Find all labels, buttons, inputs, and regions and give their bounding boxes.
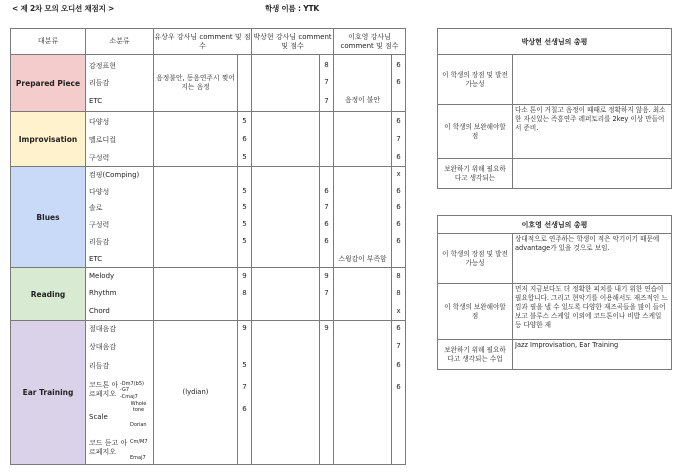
subcategory-cell bbox=[86, 321, 154, 465]
weakness-label: 이 학생의 보완해야할 점 bbox=[438, 105, 513, 159]
score: 8 bbox=[396, 272, 401, 280]
score: 7 bbox=[396, 342, 401, 350]
needs-label: 보완하기 위해 필요하다고 생각되는 수업 bbox=[438, 340, 513, 370]
sub-item: 코드 듣고 아르페지오 bbox=[89, 439, 128, 457]
sub-item: 상대음감 bbox=[89, 343, 117, 351]
teacher-2-scores bbox=[320, 112, 334, 167]
score: 7 bbox=[324, 289, 329, 297]
teacher-1-comment bbox=[154, 112, 238, 167]
score: 6 bbox=[396, 117, 401, 125]
teacher-1-scores bbox=[238, 321, 252, 465]
score: 8 bbox=[242, 289, 247, 297]
score: 6 bbox=[396, 324, 401, 332]
score: 9 bbox=[242, 272, 247, 280]
teacher-2-comment bbox=[252, 112, 320, 167]
score: 6 bbox=[242, 405, 247, 413]
score: 9 bbox=[324, 272, 329, 280]
teacher-3-scores bbox=[392, 112, 406, 167]
score: 5 bbox=[242, 153, 247, 161]
teacher-1-scores bbox=[238, 167, 252, 268]
score: 5 bbox=[242, 220, 247, 228]
score: x bbox=[396, 170, 401, 178]
teacher-1-scores bbox=[238, 55, 252, 112]
score: 6 bbox=[396, 153, 401, 161]
sub-item: Scale bbox=[89, 413, 108, 421]
table-header-row bbox=[11, 29, 406, 55]
strength-value: 상대적으로 연주하는 학생이 적은 악기이기 때문에 advantage가 있을 것으로 보임. bbox=[513, 234, 672, 284]
score: 8 bbox=[324, 61, 329, 69]
sub-item: ETC bbox=[89, 97, 103, 105]
section-blues bbox=[11, 167, 406, 268]
score: 5 bbox=[242, 187, 247, 195]
weakness-label: 이 학생의 보완해야할 점 bbox=[438, 284, 513, 340]
score: 8 bbox=[396, 289, 401, 297]
sub-item: 감정표현 bbox=[89, 62, 117, 70]
header-category: 대분류 bbox=[11, 29, 86, 55]
score: 6 bbox=[396, 237, 401, 245]
sub-item: 코드톤 아르페지오 bbox=[89, 381, 119, 399]
sub-item: 다양성 bbox=[89, 188, 110, 196]
header-teacher-1: 유상우 강사님 comment 및 점수 bbox=[154, 29, 252, 55]
sub-item: 리듬감 bbox=[89, 238, 110, 246]
category-label: Prepared Piece bbox=[11, 55, 86, 112]
teacher-2-comment bbox=[252, 55, 320, 112]
category-label: Reading bbox=[11, 268, 86, 321]
review-title: 박상현 선생님의 총평 bbox=[438, 29, 672, 55]
teacher-3-comment bbox=[334, 268, 392, 321]
sub-item: 멜로디컬 bbox=[89, 136, 117, 144]
score: 6 bbox=[396, 187, 401, 195]
teacher-2-scores bbox=[320, 268, 334, 321]
teacher-3-scores bbox=[392, 268, 406, 321]
sub-item: Chord bbox=[89, 307, 110, 315]
score: 6 bbox=[396, 361, 401, 369]
teacher-3-scores bbox=[392, 167, 406, 268]
category-label: Blues bbox=[11, 167, 86, 268]
score: 7 bbox=[324, 78, 329, 86]
subcategory-cell bbox=[86, 268, 154, 321]
teacher-2-comment bbox=[252, 167, 320, 268]
score: 6 bbox=[324, 187, 329, 195]
score: 6 bbox=[396, 220, 401, 228]
sub-item: Rhythm bbox=[89, 289, 117, 297]
needs-label: 보완하기 위해 필요하다고 생각되는 bbox=[438, 159, 513, 189]
needs-value bbox=[513, 159, 672, 189]
subcategory-cell bbox=[86, 55, 154, 112]
score-table bbox=[10, 28, 406, 465]
teacher-1-comment: 음정불안, 동음연주시 찢어지는 음정 bbox=[154, 55, 238, 112]
score: 6 bbox=[324, 220, 329, 228]
score: 5 bbox=[242, 117, 247, 125]
review-table-1 bbox=[437, 28, 672, 189]
score: 7 bbox=[242, 383, 247, 391]
score: 6 bbox=[396, 203, 401, 211]
score: 5 bbox=[242, 237, 247, 245]
teacher-3-scores bbox=[392, 55, 406, 112]
sub-item: Melody bbox=[89, 272, 115, 280]
review-title: 이호영 선생님의 총평 bbox=[438, 216, 672, 234]
score: 7 bbox=[324, 203, 329, 211]
student-name: 학생 이름 : YTK bbox=[265, 4, 319, 13]
teacher-2-scores bbox=[320, 55, 334, 112]
needs-value: Jazz Improvisation, Ear Training bbox=[513, 340, 672, 370]
score: 6 bbox=[396, 383, 401, 391]
chord-listen: Cm/M7 bbox=[130, 439, 148, 445]
chord-tone: -G7 bbox=[120, 387, 130, 394]
score: 6 bbox=[242, 135, 247, 143]
score: 6 bbox=[324, 237, 329, 245]
weakness-value: 먼저 지금보다도 더 정확한 피치를 내기 위한 연습이 필요합니다. 그리고 현악기를 이용해서도 재즈적인 느낌과 필을 낼 수 있도록 다양한 재즈곡들을 많이 들어보고 블루스 스케일 이외에 코드톤이나 비밥 스케일 등 다양한 재 bbox=[513, 284, 672, 340]
teacher-1-scores bbox=[238, 268, 252, 321]
category-label: Ear Training bbox=[11, 321, 86, 465]
sub-item: 구성력 bbox=[89, 221, 110, 229]
chord-listen: Emaj7 bbox=[130, 455, 146, 461]
teacher-1-comment bbox=[154, 167, 238, 268]
strength-label: 이 학생의 장점 및 발전 가능성 bbox=[438, 55, 513, 105]
category-label: Improvisation bbox=[11, 112, 86, 167]
header-teacher-3: 이호영 강사님 comment 및 점수 bbox=[334, 29, 406, 55]
subcategory-cell bbox=[86, 167, 154, 268]
section-ear-training bbox=[11, 321, 406, 465]
score: x bbox=[396, 307, 401, 315]
section-reading bbox=[11, 268, 406, 321]
sub-item: 구성력 bbox=[89, 154, 110, 162]
teacher-2-scores bbox=[320, 167, 334, 268]
header-teacher-2: 박상현 강사님 comment 및 점수 bbox=[252, 29, 334, 55]
teacher-2-comment bbox=[252, 321, 320, 465]
chord-tone: -Dm7(b5) bbox=[120, 381, 144, 387]
sub-item: 절대음감 bbox=[89, 325, 117, 333]
teacher-1-scores bbox=[238, 112, 252, 167]
score: 9 bbox=[242, 324, 247, 332]
teacher-2-scores bbox=[320, 321, 334, 465]
sub-item: 리듬감 bbox=[89, 362, 110, 370]
score: 6 bbox=[396, 61, 401, 69]
sub-item: 리듬감 bbox=[89, 79, 110, 87]
score: 7 bbox=[396, 135, 401, 143]
score: 5 bbox=[242, 203, 247, 211]
chord-tone-list bbox=[120, 381, 144, 400]
sub-item: 다양성 bbox=[89, 118, 110, 126]
teacher-3-comment: 스윙감이 부족함 bbox=[334, 167, 392, 268]
header-subcategory: 소분류 bbox=[86, 29, 154, 55]
score: 7 bbox=[324, 97, 329, 105]
review-table-2 bbox=[437, 215, 672, 370]
section-prepared-piece bbox=[11, 55, 406, 112]
teacher-1-comment bbox=[154, 268, 238, 321]
teacher-3-comment: 음정이 불안 bbox=[334, 55, 392, 112]
subcategory-cell bbox=[86, 112, 154, 167]
scale-type: Dorian bbox=[130, 422, 147, 428]
section-improvisation bbox=[11, 112, 406, 167]
teacher-3-comment bbox=[334, 112, 392, 167]
score: 5 bbox=[242, 361, 247, 369]
teacher-3-comment bbox=[334, 321, 392, 465]
sub-item: ETC bbox=[89, 255, 103, 263]
teacher-1-comment: (lydian) bbox=[154, 321, 238, 465]
teacher-3-scores bbox=[392, 321, 406, 465]
sub-item: 컴핑(Comping) bbox=[89, 171, 140, 179]
score: 9 bbox=[324, 324, 329, 332]
scale-type: Whole tone bbox=[130, 401, 147, 414]
strength-value bbox=[513, 55, 672, 105]
strength-label: 이 학생의 장점 및 발전 가능성 bbox=[438, 234, 513, 284]
weakness-value: 다소 톤이 거칠고 음정이 때때로 정확하지 않음. 최소한 자신있는 즉흥연주 레퍼토리를 2key 이상 만들어서 준비. bbox=[513, 105, 672, 159]
chord-tone: -Cmaj7 bbox=[120, 393, 138, 400]
teacher-2-comment bbox=[252, 268, 320, 321]
page-title: < 제 2차 모의 오디션 채점지 > bbox=[12, 4, 115, 13]
sub-item: 솔로 bbox=[89, 204, 103, 212]
score: 6 bbox=[396, 78, 401, 86]
